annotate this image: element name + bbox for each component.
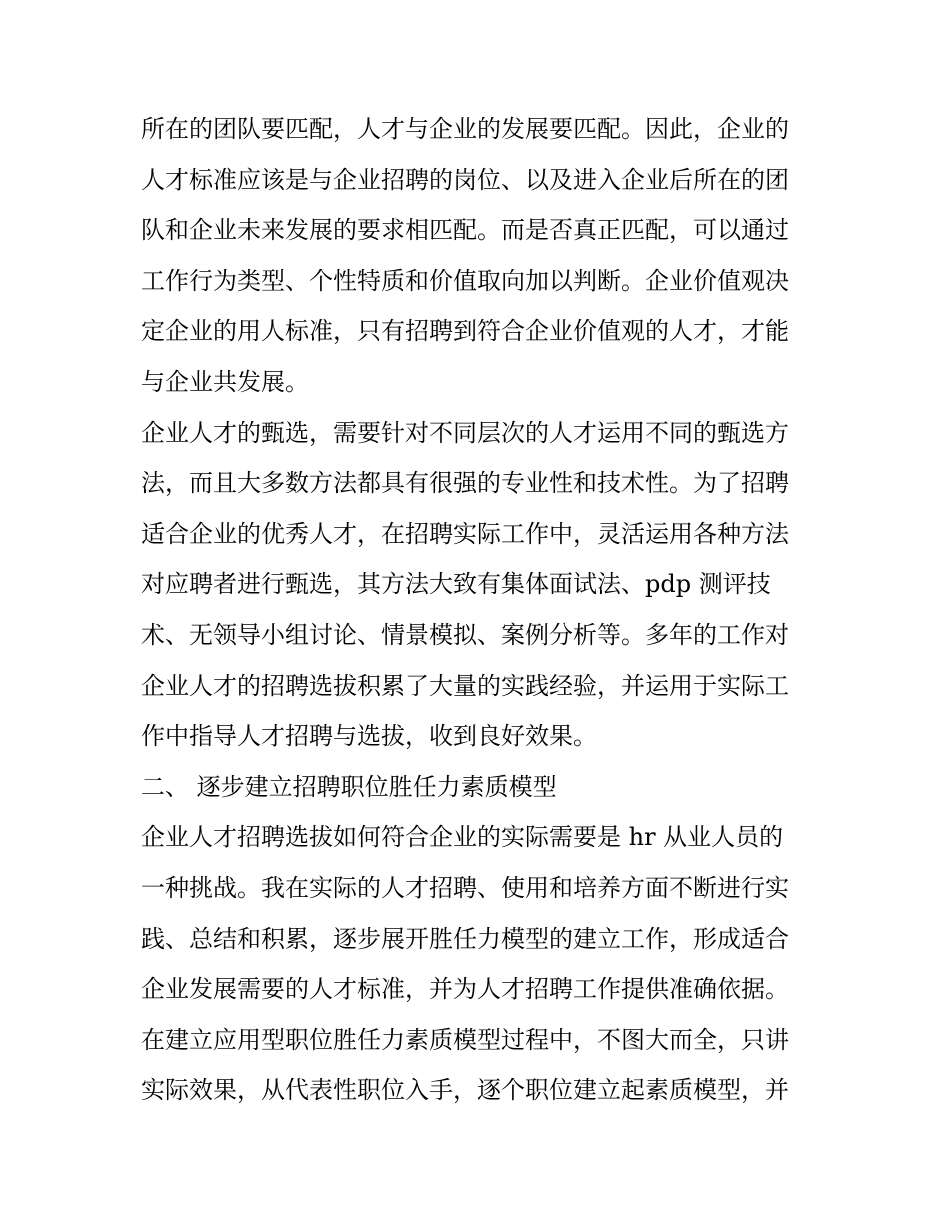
text-line: 适合企业的优秀人才，在招聘实际工作中，灵活运用各种方法 (141, 519, 789, 548)
text-line: 法，而且大多数方法都具有很强的专业性和技术性。为了招聘 (141, 469, 789, 498)
text-line: 对应聘者进行甄选，其方法大致有集体面试法、pdp 测评技 (141, 570, 771, 599)
text-line: 作中指导人才招聘与选拔，收到良好效果。 (141, 722, 597, 751)
text-line: 践、总结和积累，逐步展开胜任力模型的建立工作，形成适合 (141, 924, 789, 953)
text-line: 定企业的用人标准，只有招聘到符合企业价值观的人才，才能 (141, 317, 789, 346)
text-line: 企业人才招聘选拔如何符合企业的实际需要是 hr 从业人员的 (141, 823, 784, 852)
text-line: 工作行为类型、个性特质和价值取向加以判断。企业价值观决 (141, 266, 789, 295)
text-line: 一种挑战。我在实际的人才招聘、使用和培养方面不断进行实 (141, 873, 789, 902)
text-line: 在建立应用型职位胜任力素质模型过程中，不图大而全，只讲 (141, 1025, 789, 1054)
text-line: 实际效果，从代表性职位入手，逐个职位建立起素质模型，并 (141, 1076, 789, 1105)
section-heading: 二、 逐步建立招聘职位胜任力素质模型 (141, 772, 557, 801)
text-line: 企业人才的招聘选拔积累了大量的实践经验，并运用于实际工 (141, 671, 789, 700)
text-line: 人才标准应该是与企业招聘的岗位、以及进入企业后所在的团 (141, 165, 789, 194)
text-line: 术、无领导小组讨论、情景模拟、案例分析等。多年的工作对 (141, 620, 789, 649)
text-line: 企业人才的甄选，需要针对不同层次的人才运用不同的甄选方 (141, 418, 789, 447)
text-line: 与企业共发展。 (141, 367, 309, 396)
document-body (141, 104, 813, 1116)
text-line: 企业发展需要的人才标准，并为人才招聘工作提供准确依据。 (141, 975, 789, 1004)
text-line: 队和企业未来发展的要求相匹配。而是否真正匹配，可以通过 (141, 216, 789, 245)
text-line: 所在的团队要匹配，人才与企业的发展要匹配。因此，企业的 (141, 115, 789, 143)
